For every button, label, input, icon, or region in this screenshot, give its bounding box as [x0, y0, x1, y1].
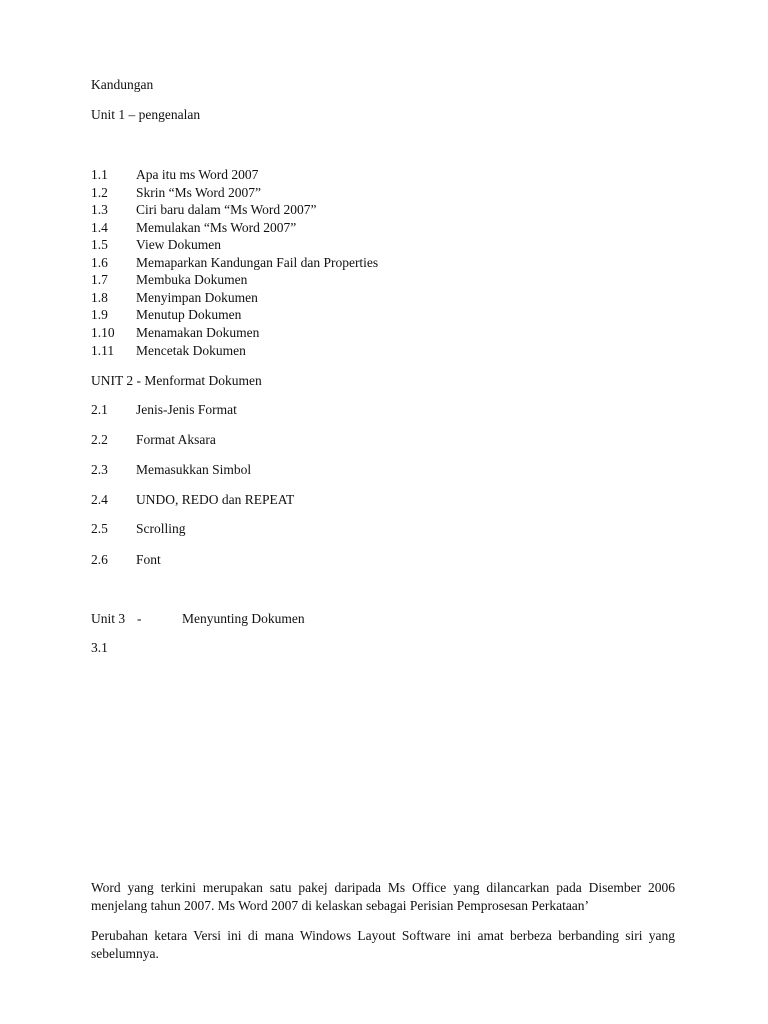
- toc-text: Jenis-Jenis Format: [136, 402, 237, 417]
- toc-number: 1.2: [91, 185, 108, 200]
- toc-row: [91, 167, 258, 183]
- toc-row: [91, 343, 246, 359]
- unit2-title: UNIT 2 - Menformat Dokumen: [91, 373, 262, 388]
- toc-number: 1.10: [91, 325, 115, 340]
- toc-number: 1.11: [91, 343, 115, 358]
- toc-row: [91, 521, 186, 537]
- toc-text: Menamakan Dokumen: [136, 325, 260, 340]
- toc-text: Menyimpan Dokumen: [136, 290, 258, 305]
- body-paragraph: Perubahan ketara Versi ini di mana Windows Layout Software ini amat berbeza berbanding siri yang sebelumnya.: [91, 928, 675, 961]
- toc-row: [91, 220, 296, 236]
- toc-text: Memaparkan Kandungan Fail dan Properties: [136, 255, 379, 270]
- unit3-dash: -: [137, 611, 142, 626]
- unit3-label: Unit 3: [91, 611, 126, 626]
- toc-number: 2.6: [91, 552, 108, 567]
- toc-text: Font: [136, 552, 161, 567]
- toc-number: 1.1: [91, 167, 108, 182]
- toc-number: 2.1: [91, 402, 108, 417]
- toc-row: [91, 255, 378, 271]
- toc-text: Memasukkan Simbol: [136, 462, 252, 477]
- body-paragraph: Word yang terkini merupakan satu pakej daripada Ms Office yang dilancarkan pada Disember 2006 menjelang tahun 2007. Ms Word 2007 di kelaskan sebagai Perisian Pemprosesan Perkataan’: [91, 880, 675, 913]
- toc-row: [91, 462, 251, 478]
- toc-number: 1.8: [91, 290, 108, 305]
- toc-number: 3.1: [91, 640, 108, 655]
- toc-number: 2.3: [91, 462, 108, 477]
- toc-text: Ciri baru dalam “Ms Word 2007”: [136, 202, 317, 217]
- toc-number: 1.6: [91, 255, 108, 270]
- toc-number: 2.4: [91, 492, 108, 507]
- toc-row: [91, 237, 221, 253]
- toc-row: [91, 325, 259, 341]
- toc-text: Format Aksara: [136, 432, 216, 447]
- unit3-heading: Menyunting Dokumen: [182, 611, 305, 626]
- toc-text: Menutup Dokumen: [136, 307, 242, 322]
- toc-row: [91, 552, 161, 568]
- toc-row: [91, 290, 258, 306]
- toc-number: 2.5: [91, 521, 108, 536]
- toc-number: 1.4: [91, 220, 108, 235]
- toc-text: Scrolling: [136, 521, 186, 536]
- toc-row: [91, 272, 247, 288]
- toc-row: [91, 640, 136, 656]
- toc-row: [91, 185, 261, 201]
- toc-text: Memulakan “Ms Word 2007”: [136, 220, 297, 235]
- toc-text: UNDO, REDO dan REPEAT: [136, 492, 295, 507]
- toc-text: Mencetak Dokumen: [136, 343, 246, 358]
- toc-text: Skrin “Ms Word 2007”: [136, 185, 262, 200]
- toc-text: Membuka Dokumen: [136, 272, 248, 287]
- toc-row: [91, 492, 294, 508]
- toc-row: [91, 432, 216, 448]
- toc-row: [91, 402, 237, 418]
- toc-row: [91, 307, 241, 323]
- toc-number: 1.3: [91, 202, 108, 217]
- toc-number: 1.9: [91, 307, 108, 322]
- toc-text: Apa itu ms Word 2007: [136, 167, 259, 182]
- unit3-title: [91, 611, 305, 627]
- toc-text: View Dokumen: [136, 237, 222, 252]
- toc-number: 1.7: [91, 272, 108, 287]
- toc-row: [91, 202, 317, 218]
- toc-number: 2.2: [91, 432, 108, 447]
- unit1-title: Unit 1 – pengenalan: [91, 107, 201, 122]
- toc-number: 1.5: [91, 237, 108, 252]
- toc-heading: Kandungan: [91, 77, 154, 92]
